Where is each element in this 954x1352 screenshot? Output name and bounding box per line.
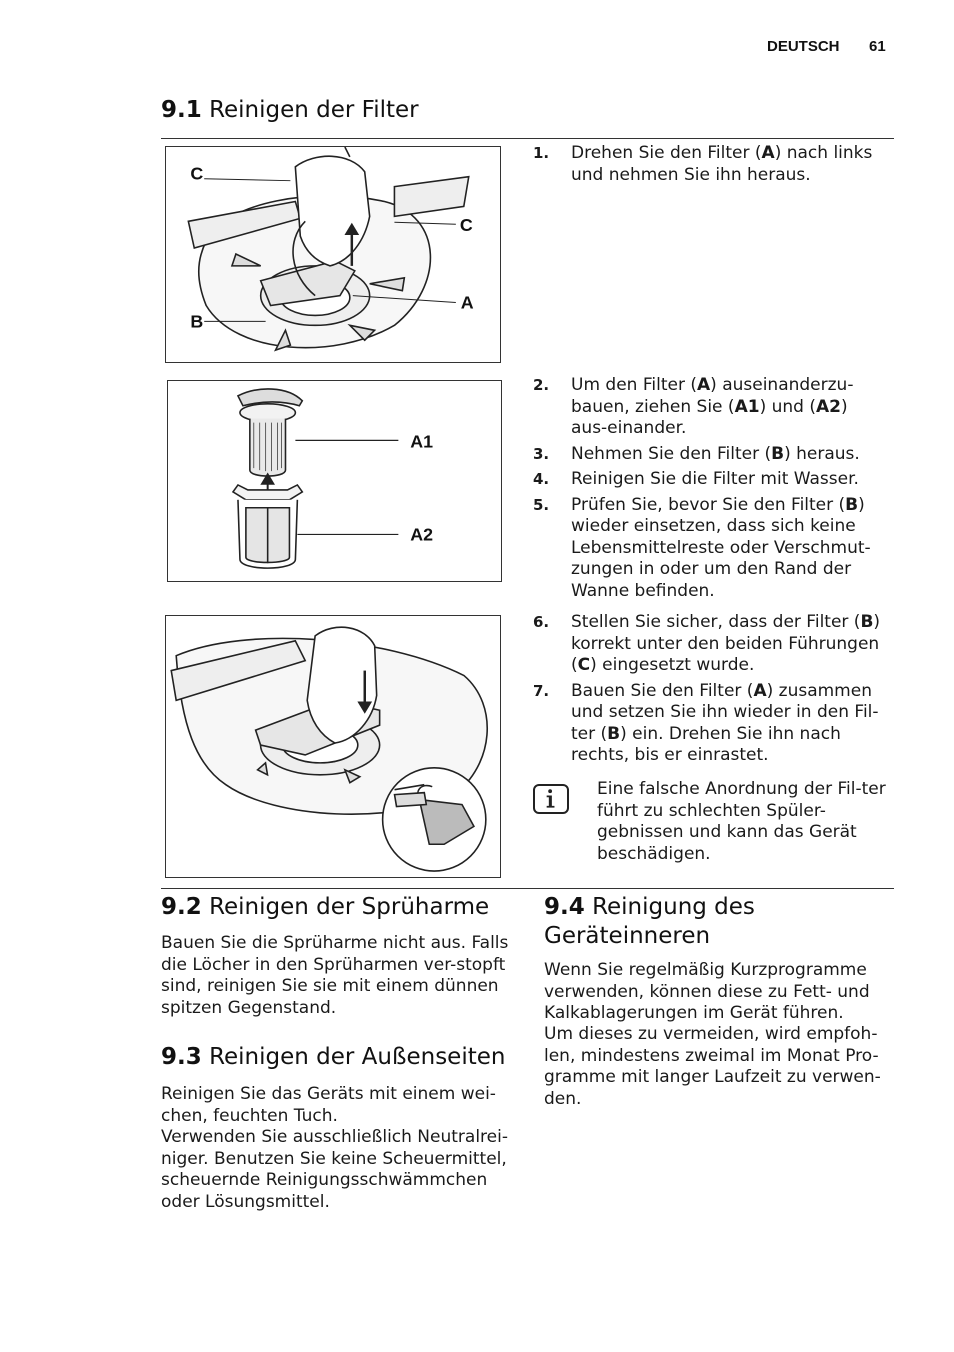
label-a1: A1	[410, 431, 434, 452]
section-divider	[161, 138, 894, 139]
section-9-4-text-1: Wenn Sie regelmäßig Kurzprogramme verwenden, können diese zu Fett- und Kalkablagerungen im Gerät führen.	[544, 960, 870, 1023]
step-4: 4. Reinigen Sie die Filter mit Wasser.	[533, 469, 859, 489]
filter-disassembly-illustration	[168, 381, 501, 581]
section-9-3-text-2: Verwenden Sie ausschließlich Neutralrei-niger. Benutzen Sie keine Scheuermittel, scheuernde Reinigungsschwämmchen oder Lösungsmittel.	[161, 1127, 508, 1212]
filter-reinsertion-illustration	[166, 616, 500, 877]
step-2: 2. Um den Filter (A) auseinanderzu-bauen, ziehen Sie (A1) und (A2) aus-einander.	[533, 375, 854, 438]
label-a2: A2	[410, 524, 434, 545]
figure-filter-removal	[165, 146, 501, 363]
step-6: 6. Stellen Sie sicher, dass der Filter (B) korrekt unter den beiden Führungen (C) eingesetzt wurde.	[533, 612, 881, 675]
label-c-top: C	[190, 163, 204, 184]
step-3: 3. Nehmen Sie den Filter (B) heraus.	[533, 443, 860, 464]
section-9-2-heading: 9.2 Reinigen der Sprüharme	[161, 894, 490, 920]
note-text: Eine falsche Anordnung der Fil-ter führt zu schlechten Spüler-gebnissen und kann das Gerät beschädigen.	[597, 779, 886, 864]
header-language: DEUTSCH	[767, 38, 840, 55]
section-9-4-heading: 9.4 Reinigung des Geräteinneren	[544, 894, 755, 949]
filter-removal-illustration	[166, 147, 500, 362]
section-9-4-text-2: Um dieses zu vermeiden, wird empfoh-len, mindestens zweimal im Monat Pro-gramme mit langer Laufzeit zu verwen-den.	[544, 1024, 881, 1109]
section-9-1-heading: 9.1 Reinigen der Filter	[161, 97, 419, 123]
section-9-3-text-1: Reinigen Sie das Geräts mit einem wei-chen, feuchten Tuch.	[161, 1084, 496, 1126]
section-9-3-heading: 9.3 Reinigen der Außenseiten	[161, 1044, 506, 1070]
step-5: 5. Prüfen Sie, bevor Sie den Filter (B) wieder einsetzen, dass sich keine Lebensmittelreste oder Verschmut-zungen in oder um den Rand der Wanne befinden.	[533, 494, 871, 601]
label-c-right: C	[459, 215, 473, 236]
page-number: 61	[869, 38, 886, 55]
steps-group-3	[533, 612, 888, 771]
section-9-2-text: Bauen Sie die Sprüharme nicht aus. Falls die Löcher in den Sprüharmen ver-stopft sind, reinigen Sie sie mit einem dünnen spitzen Gegenstand.	[161, 933, 509, 1018]
label-b: B	[190, 311, 204, 332]
step-7: 7. Bauen Sie den Filter (A) zusammen und setzen Sie ihn wieder in den Fil-ter (B) ein. Drehen Sie ihn nach rechts, bis er einrastet.	[533, 680, 879, 765]
figure-filter-reinsertion	[165, 615, 501, 878]
section-divider-lower	[161, 888, 894, 889]
info-icon	[533, 784, 569, 814]
steps-group-2	[533, 375, 888, 606]
label-a: A	[460, 292, 474, 313]
steps-group-1	[533, 143, 888, 190]
step-1: 1. Drehen Sie den Filter (A) nach links und nehmen Sie ihn heraus.	[533, 143, 873, 185]
figure-filter-disassembly	[167, 380, 502, 582]
